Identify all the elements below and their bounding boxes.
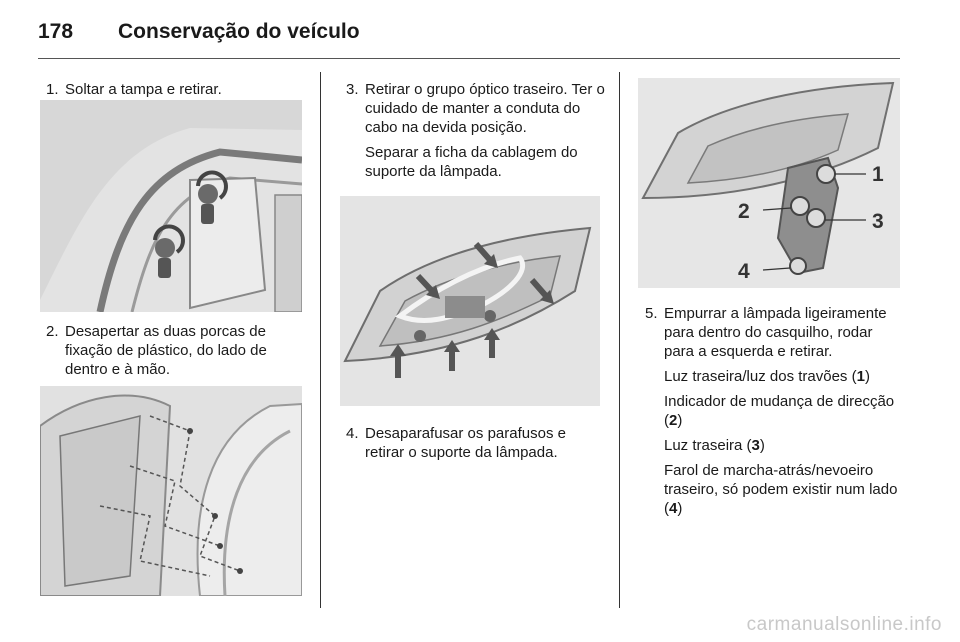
step-text: Empurrar a lâmpada ligeiramente para dentro do casquilho, rodar para a esquerda e retirar.	[664, 305, 887, 360]
figure-plastic-nuts	[40, 386, 302, 596]
page-title: Conservação do veículo	[118, 20, 360, 43]
callout-2: 2	[738, 200, 750, 223]
step-number: 3.	[346, 81, 359, 98]
bulb-item-2: Indicador de mudança de direcção (2)	[664, 393, 895, 429]
column-divider-2	[619, 72, 620, 608]
step-number: 2.	[46, 323, 59, 340]
step-text: Separar a ficha da cablagem do suporte da lâmpada.	[365, 144, 578, 180]
figure-tailgate-cover	[40, 100, 302, 312]
step-5	[645, 304, 903, 524]
figure-rear-light-cluster	[340, 196, 600, 406]
step-text: Desaparafusar os parafusos e retirar o suporte da lâmpada.	[365, 425, 566, 461]
bulb-item-1: Luz traseira/luz dos travões (1)	[664, 368, 870, 385]
bulb-item-4: Farol de marcha-atrás/nevoeiro traseiro, só podem existir num lado (4)	[664, 462, 898, 517]
page-number: 178	[38, 20, 74, 43]
page-header	[38, 14, 360, 50]
bulb-item-3: Luz traseira (3)	[664, 437, 765, 454]
callout-4: 4	[738, 260, 750, 283]
step-3	[346, 80, 608, 187]
step-4	[346, 424, 608, 468]
callout-1: 1	[872, 163, 884, 186]
callout-3: 3	[872, 210, 884, 233]
header-rule	[38, 58, 900, 59]
footer-watermark: carmanualsonline.info	[746, 614, 942, 635]
step-number: 1.	[46, 81, 59, 98]
step-number: 4.	[346, 425, 359, 442]
step-text: Retirar o grupo óptico traseiro. Ter o cuidado de manter a conduta do cabo na devida posição.	[365, 81, 605, 136]
step-2	[46, 322, 311, 385]
step-text: Desapertar as duas porcas de fixação de plástico, do lado de dentro e à mão.	[65, 323, 267, 378]
step-number: 5.	[645, 305, 658, 322]
step-text: Soltar a tampa e retirar.	[65, 81, 222, 98]
column-divider-1	[320, 72, 321, 608]
figure-bulb-holder	[638, 78, 900, 288]
